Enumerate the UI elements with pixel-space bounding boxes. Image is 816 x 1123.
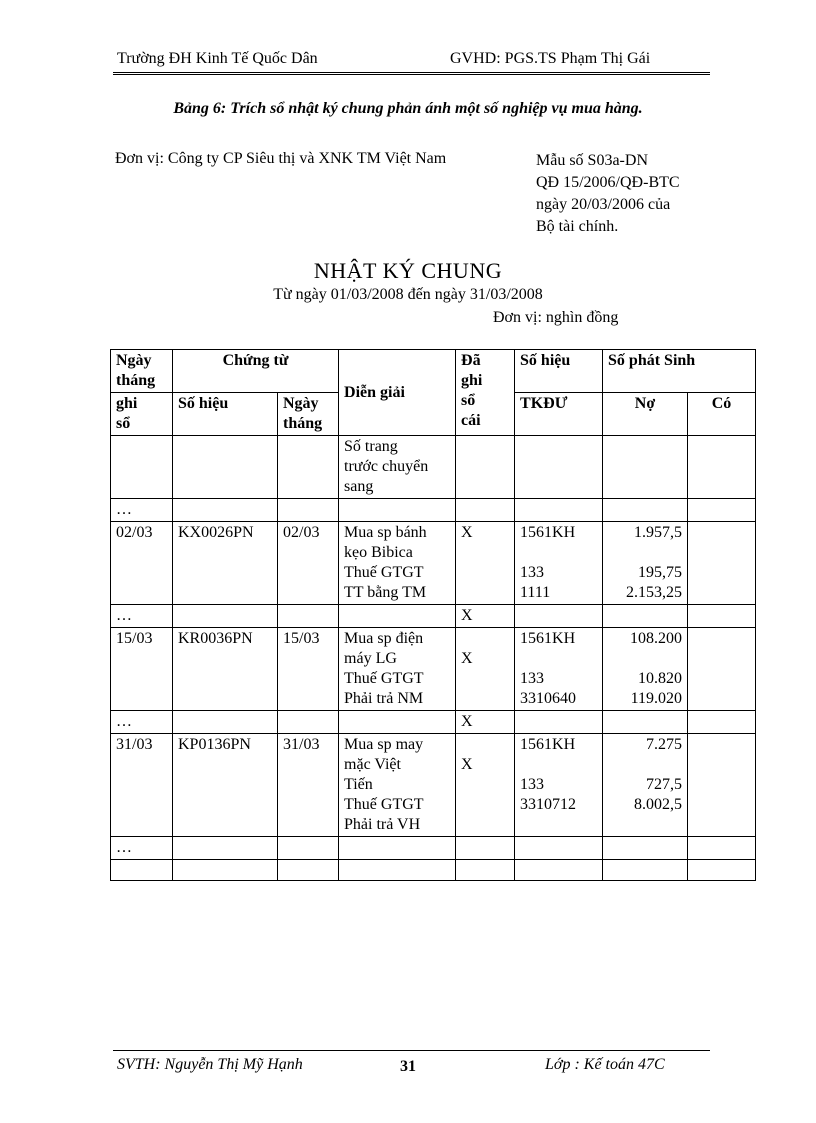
form-line: ngày 20/03/2006 của (536, 196, 671, 213)
header-row (111, 350, 756, 393)
col-posted-header: Đã ghi sổ cái (456, 350, 515, 436)
col-credit-header: Có (688, 393, 756, 436)
page-header (113, 48, 710, 73)
entry-number: KX0026PN (173, 522, 278, 605)
advisor-name: GVHD: PGS.TS Phạm Thị Gái (450, 50, 651, 67)
col-acct-header-2: TKĐƯ (515, 393, 603, 436)
table-row (111, 837, 756, 860)
col-acct-header: Số hiệu (515, 350, 603, 393)
table-row (111, 711, 756, 734)
journal-table (110, 349, 756, 881)
ellipsis: … (111, 711, 173, 734)
col-debit-header: Nợ (603, 393, 688, 436)
entry-accounts: 1561KH 133 3310640 (515, 628, 603, 711)
currency-unit: Đơn vị: nghìn đồng (493, 309, 619, 326)
form-block (536, 150, 680, 238)
entry-posted: X (456, 711, 515, 734)
class-name: Lớp : Kế toán 47C (545, 1056, 665, 1073)
student-name: SVTH: Nguyễn Thị Mỹ Hạnh (117, 1056, 303, 1073)
footer-rule (113, 1050, 710, 1051)
ellipsis: … (111, 499, 173, 522)
table-row (111, 734, 756, 837)
table-row (111, 499, 756, 522)
col-voucher-header: Chứng từ (173, 350, 339, 393)
table-row (111, 628, 756, 711)
entry-vdate: 15/03 (278, 628, 339, 711)
form-line: Bộ tài chính. (536, 218, 619, 235)
entry-vdate: 02/03 (278, 522, 339, 605)
col-date-header-2: ghi sổ (111, 393, 173, 436)
col-date-header: Ngày tháng (111, 350, 173, 393)
form-line: QĐ 15/2006/QĐ-BTC (536, 174, 680, 191)
school-name: Trường ĐH Kinh Tế Quốc Dân (117, 50, 318, 67)
entry-posted: X (456, 734, 515, 837)
entry-accounts: 1561KH 133 1111 (515, 522, 603, 605)
table-row (111, 605, 756, 628)
entry-number: KP0136PN (173, 734, 278, 837)
table-row (111, 522, 756, 605)
entry-vdate: 31/03 (278, 734, 339, 837)
table-row (111, 860, 756, 881)
entry-debit: 7.275 727,5 8.002,5 (603, 734, 688, 837)
ellipsis: … (111, 605, 173, 628)
entry-posted: X (456, 628, 515, 711)
entry-debit: 1.957,5 195,75 2.153,25 (603, 522, 688, 605)
carried-forward: Số trang trước chuyển sang (339, 436, 456, 499)
col-amount-header: Số phát Sinh (603, 350, 756, 393)
page-number: 31 (400, 1058, 416, 1075)
col-vdate-header: Ngày tháng (278, 393, 339, 436)
entry-desc: Mua sp điện máy LG Thuế GTGT Phải trả NM (339, 628, 456, 711)
entry-posted: X (456, 605, 515, 628)
table-caption: Bảng 6: Trích sổ nhật ký chung phản ánh một số nghiệp vụ mua hàng. (173, 100, 643, 117)
entry-number: KR0036PN (173, 628, 278, 711)
ellipsis: … (111, 837, 173, 860)
entry-debit: 108.200 10.820 119.020 (603, 628, 688, 711)
entry-desc: Mua sp bánh kẹo Bibica Thuế GTGT TT bằng TM (339, 522, 456, 605)
unit-line: Đơn vị: Công ty CP Siêu thị và XNK TM Việt Nam (115, 150, 447, 167)
journal-period: Từ ngày 01/03/2008 đến ngày 31/03/2008 (273, 286, 543, 303)
table-row (111, 436, 756, 499)
entry-date: 31/03 (111, 734, 173, 837)
entry-accounts: 1561KH 133 3310712 (515, 734, 603, 837)
col-number-header: Số hiệu (173, 393, 278, 436)
entry-desc: Mua sp may mặc Việt Tiến Thuế GTGT Phải trả VH (339, 734, 456, 837)
entry-date: 15/03 (111, 628, 173, 711)
journal-title: NHẬT KÝ CHUNG (313, 258, 503, 283)
col-desc-header: Diễn giải (339, 350, 456, 436)
header-rule (113, 74, 710, 75)
form-line: Mẫu số S03a-DN (536, 152, 648, 169)
entry-posted: X (456, 522, 515, 605)
entry-date: 02/03 (111, 522, 173, 605)
